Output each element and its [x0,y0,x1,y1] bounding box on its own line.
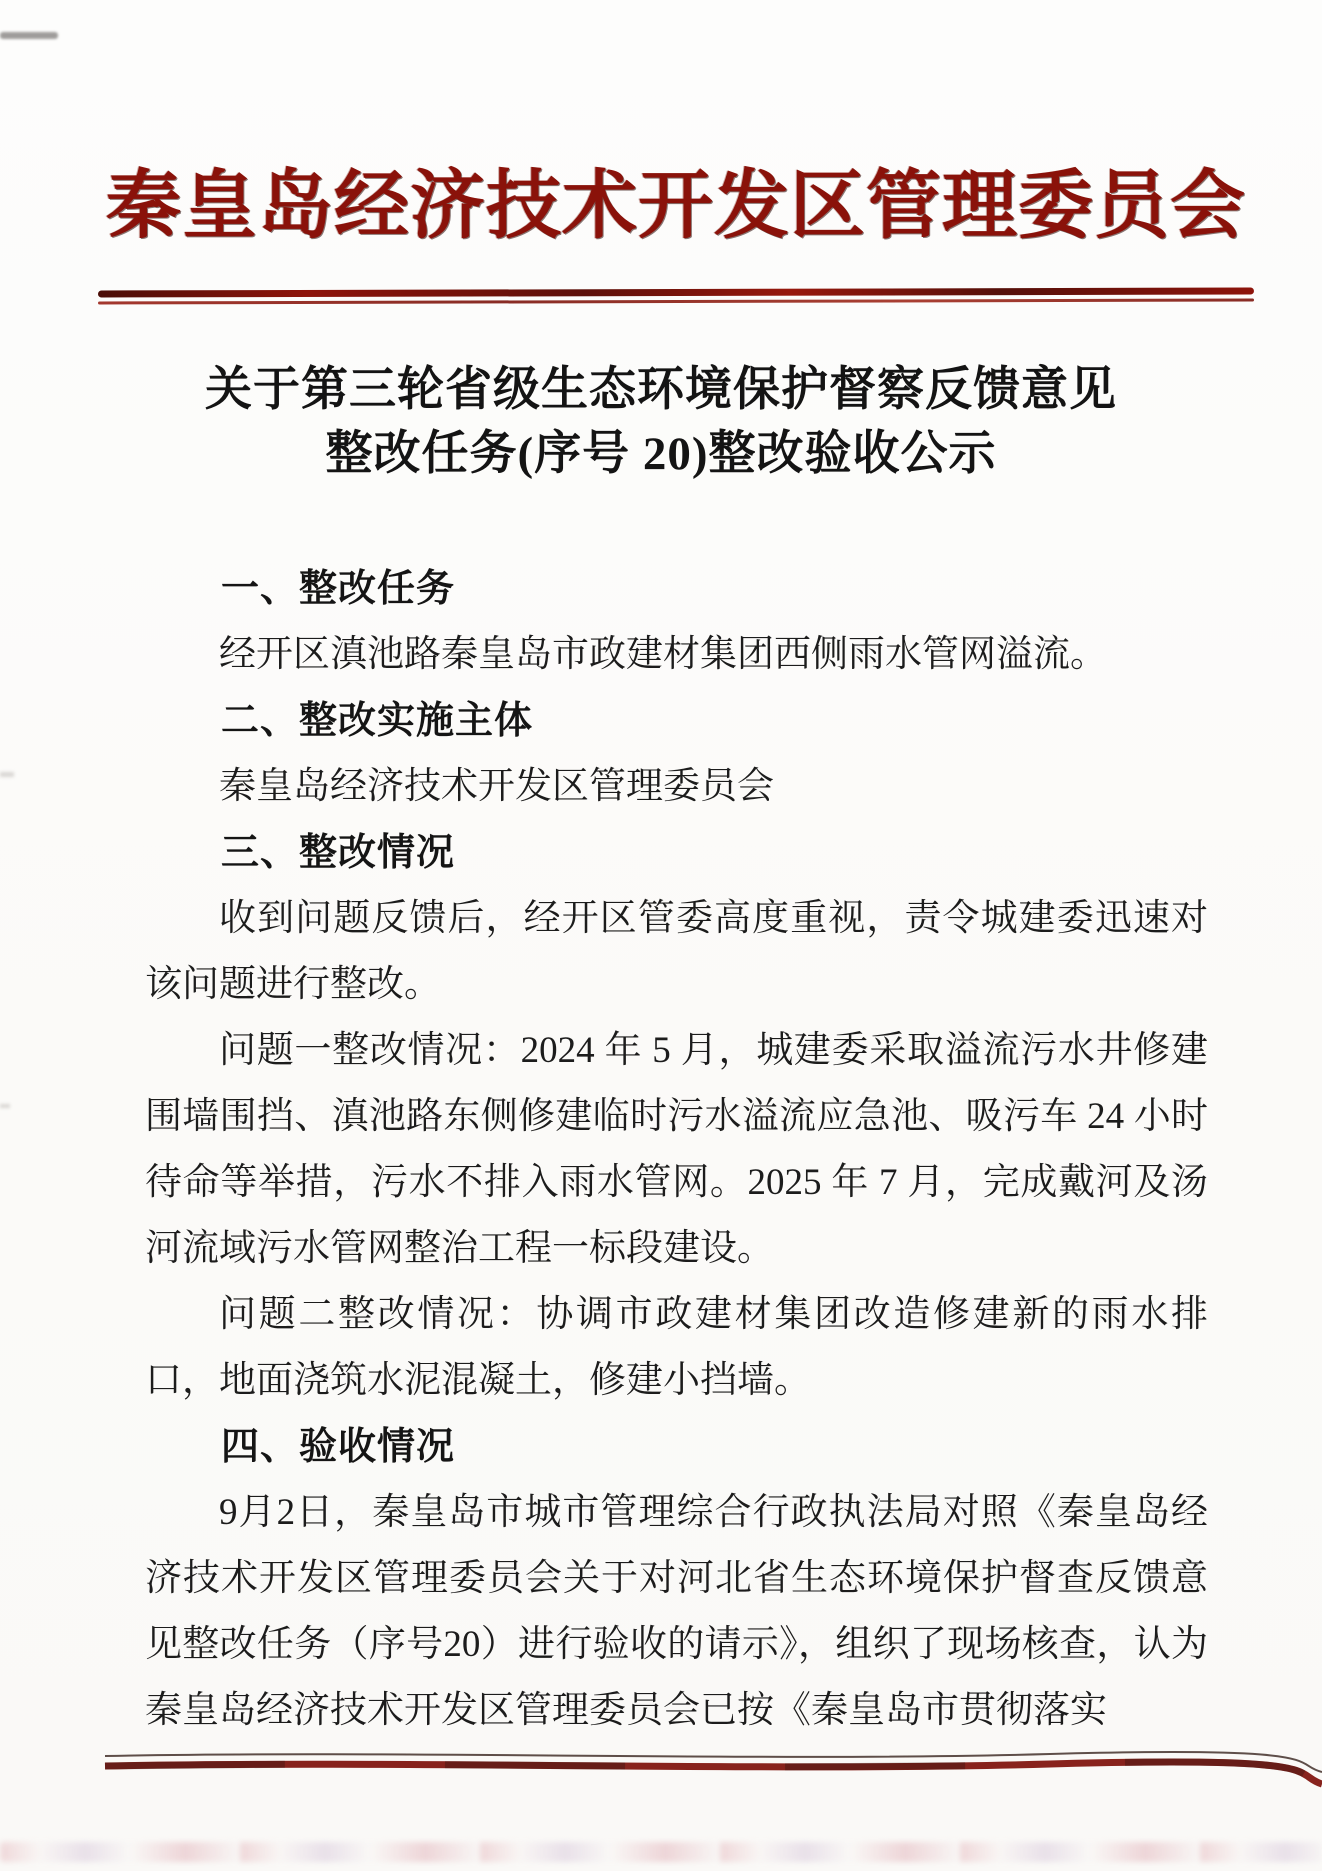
scan-streak-artifact [0,32,58,39]
section-3-paragraph: 问题一整改情况：2024 年 5 月，城建委采取溢流污水井修建围墙围挡、滇池路东侧修建临时污水溢流应急池、吸污车 24 小时待命等举措，污水不排入雨水管网。2025 年 7 月，完成戴河及汤河流域污水管网整治工程一标段建设。 [145,1030,1208,1269]
document-title-line1: 关于第三轮省级生态环境保护督察反馈意见 [205,364,1117,416]
section-heading-4: 四、验收情况 [221,1426,456,1468]
document-title [0,358,1322,486]
letterhead-divider-thick-line [98,287,1254,297]
document-body [145,556,1208,1744]
section-heading-3: 三、整改情况 [221,832,456,874]
next-page-edge-artifact [0,1842,1322,1862]
section-3-paragraph: 收到问题反馈后，经开区管委高度重视，责令城建委迅速对该问题进行整改。 [145,898,1208,1005]
section-3-paragraph: 问题二整改情况：协调市政建材集团改造修建新的雨水排口，地面浇筑水泥混凝土，修建小挡墙。 [145,1294,1208,1401]
scan-speck-artifact [0,772,14,777]
letterhead-divider-thin-line [98,298,1254,304]
section-1-paragraph: 经开区滇池路秦皇岛市政建材集团西侧雨水管网溢流。 [219,634,1107,675]
section-2-paragraph: 秦皇岛经济技术开发区管理委员会 [219,766,774,807]
scan-speck-artifact [0,1104,10,1108]
section-heading-1: 一、整改任务 [221,568,456,610]
document-title-line2: 整改任务(序号 20)整改验收公示 [325,428,997,480]
letterhead-divider [98,287,1254,304]
letterhead-title: 秦皇岛经济技术开发区管理委员会 [105,163,1246,247]
page-bottom-rule [0,1742,1322,1790]
section-4-paragraph: 9月2日，秦皇岛市城市管理综合行政执法局对照《秦皇岛经济技术开发区管理委员会关于对河北省生态环境保护督查反馈意见整改任务（序号20）进行验收的请示》，组织了现场核查，认为秦皇岛经济技术开发区管理委员会已按《秦皇岛市贯彻落实 [145,1492,1208,1731]
section-heading-2: 二、整改实施主体 [221,700,534,742]
